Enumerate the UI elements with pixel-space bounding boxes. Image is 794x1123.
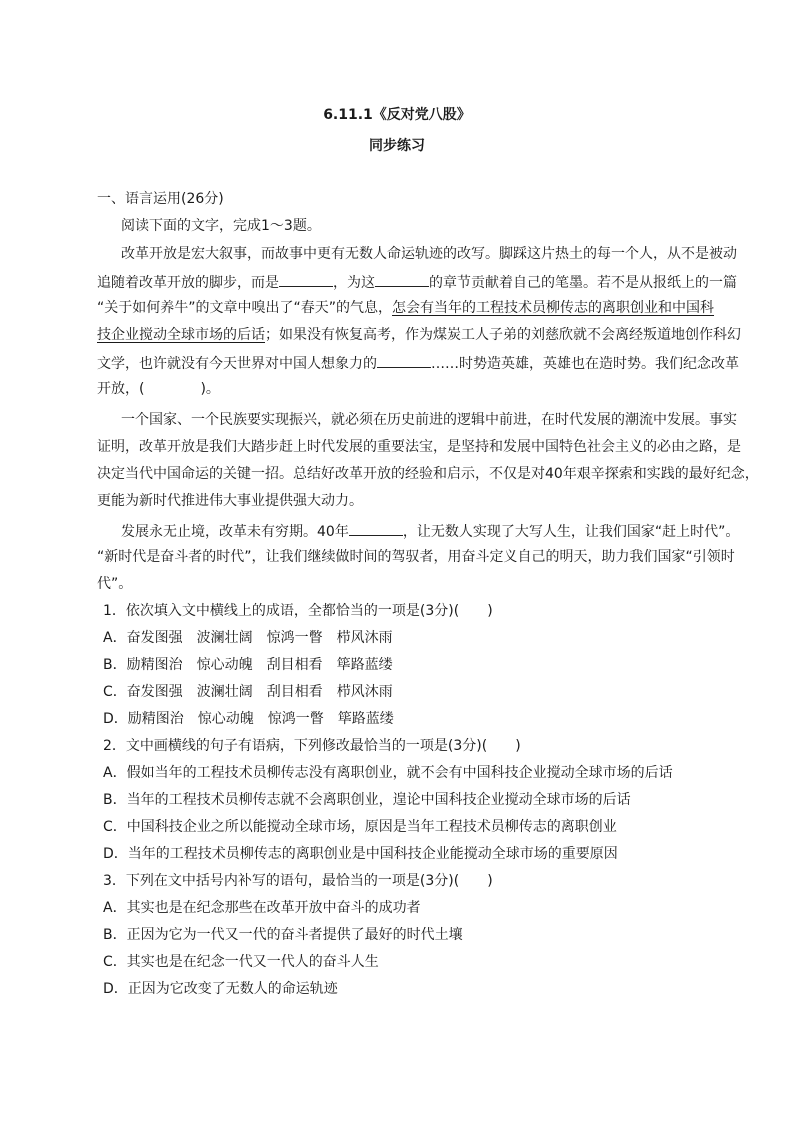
passage-text: ，为这 [333,275,375,291]
section-heading: 一、语言运用(26分) [97,191,224,207]
passage-line: 决定当代中国命运的关键一招。总结好改革开放的经验和启示，不仅是对40年艰辛探索和实践的最好纪念， [97,466,759,482]
passage-line [97,272,737,292]
passage-line [97,326,741,344]
question-option: D．当年的工程技术员柳传志的离职创业是中国科技企业能搅动全球市场的重要原因 [103,846,618,862]
passage-text: 开放，( [97,381,145,397]
passage-text: 的章节贡献着自己的笔墨。若不是从报纸上的一篇 [429,275,737,291]
passage-text: 追随着改革开放的脚步，而是 [97,275,279,291]
passage-line [97,380,220,398]
passage-line: 证明，改革开放是我们大踏步赶上时代发展的重要法宝，是坚持和发展中国特色社会主义的必由之路，是 [97,439,741,455]
question-option: B．当年的工程技术员柳传志就不会离职创业，遑论中国科技企业搅动全球市场的后话 [103,792,631,808]
passage-line: 代”。 [97,576,133,592]
question-option: A．奋发图强 波澜壮阔 惊鸿一瞥 栉风沐雨 [103,630,393,646]
question-option: C．奋发图强 波澜壮阔 刮目相看 栉风沐雨 [103,684,393,700]
passage-line [121,245,737,263]
passage-line [121,521,739,541]
question-stem: 1．依次填入文中横线上的成语，全都恰当的一项是(3分)( ) [103,603,493,619]
question-option: D．正因为它改变了无数人的命运轨迹 [103,981,338,997]
question-option: B．正因为它为一代又一代的奋斗者提供了最好的时代土壤 [103,927,463,943]
passage-line [97,353,739,373]
passage-text: ……时势造英雄，英雄也在造时势。我们纪念改革 [431,356,739,372]
document-title: 6.11.1《反对党八股》 [323,107,471,123]
passage-text: “关于如何养牛”的文章中嗅出了“春天”的气息， [97,300,393,316]
fill-blank [349,521,403,536]
passage-line: 一个国家、一个民族要实现振兴，就必须在历史前进的逻辑中前进，在时代发展的潮流中发展。事实 [121,412,737,428]
passage-line: 更能为新时代推进伟大事业提供强大动力。 [97,493,363,509]
passage-text: 改革开放是宏大叙事，而故事中更有无数人命运轨迹的改写。脚踩这片热土的每一个人，从不是被动 [121,246,737,262]
document-subtitle: 同步练习 [369,138,425,154]
question-stem: 2．文中画横线的句子有语病，下列修改最恰当的一项是(3分)( ) [103,738,521,754]
passage-text: ，让无数人实现了大写人生，让我们国家“赶上时代”。 [402,524,740,540]
question-option: A．其实也是在纪念那些在改革开放中奋斗的成功者 [103,900,421,916]
question-option: D．励精图治 惊心动魄 惊鸿一瞥 筚路蓝缕 [103,711,394,727]
underlined-sentence: 怎会有当年的工程技术员柳传志的离职创业和中国科 [392,300,715,316]
fill-blank [375,272,429,287]
passage-text: )。 [200,381,220,397]
section-instruction: 阅读下面的文字，完成1～3题。 [121,218,321,234]
passage-line: “新时代是奋斗者的时代”，让我们继续做时间的驾驭者，用奋斗定义自己的明天，助力我们国家“引领时 [97,549,735,565]
fill-blank [279,272,333,287]
question-option: B．励精图治 惊心动魄 刮目相看 筚路蓝缕 [103,657,393,673]
question-option: A．假如当年的工程技术员柳传志没有离职创业，就不会有中国科技企业搅动全球市场的后话 [103,765,673,781]
question-stem: 3．下列在文中括号内补写的语句，最恰当的一项是(3分)( ) [103,873,493,889]
passage-text: 发展永无止境，改革未有穷期。40年 [121,524,349,540]
passage-text: ；如果没有恢复高考，作为煤炭工人子弟的刘慈欣就不会离经叛道地创作科幻 [265,327,741,343]
fill-blank [377,353,431,368]
question-option: C．中国科技企业之所以能搅动全球市场，原因是当年工程技术员柳传志的离职创业 [103,819,617,835]
passage-text: 文学，也许就没有今天世界对中国人想象力的 [97,356,377,372]
passage-line [97,299,714,317]
question-option: C．其实也是在纪念一代又一代人的奋斗人生 [103,954,379,970]
underlined-sentence: 技企业搅动全球市场的后话 [97,327,265,343]
